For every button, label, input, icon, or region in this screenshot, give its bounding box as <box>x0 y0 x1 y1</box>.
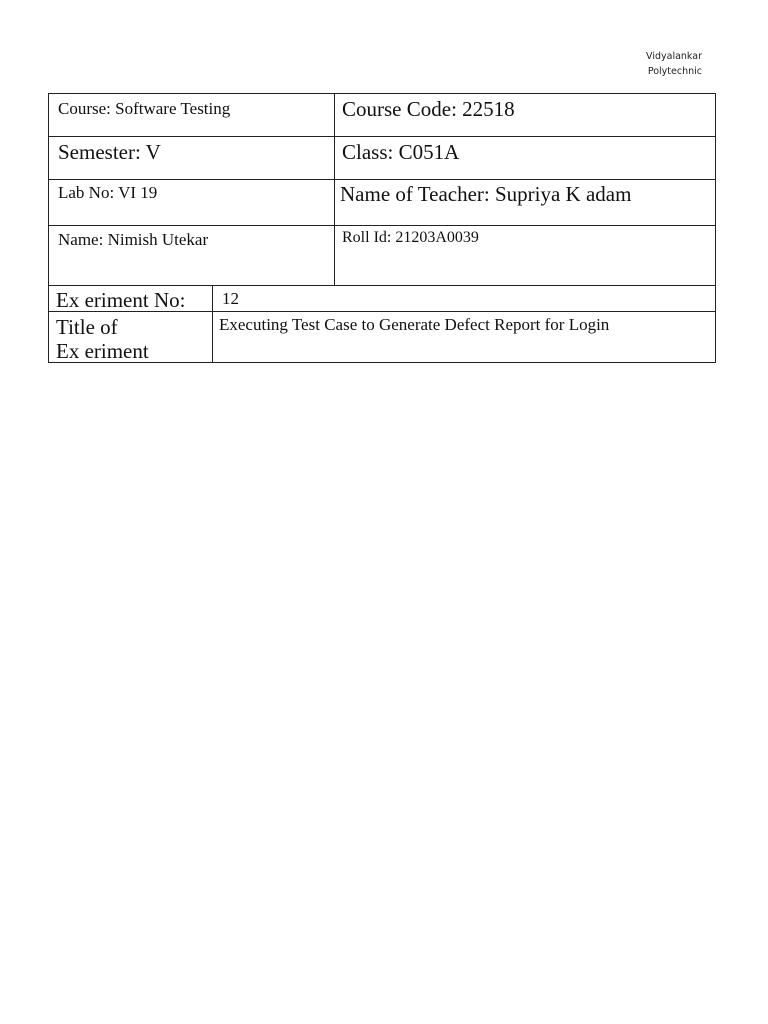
column-divider <box>334 94 335 285</box>
experiment-title-label-line2: Ex eriment <box>56 339 149 363</box>
experiment-number: 12 <box>222 289 239 308</box>
experiment-number-label: Ex eriment No: <box>56 288 186 312</box>
institution-name-line1: Vidyalankar <box>646 51 702 62</box>
lab-number: Lab No: VI 19 <box>58 183 158 202</box>
experiment-title-label-line1: Title of <box>56 315 118 339</box>
course-code: Course Code: 22518 <box>342 97 515 121</box>
institution-name-line2: Polytechnic <box>647 66 702 77</box>
experiment-table <box>48 285 716 363</box>
row-divider <box>49 179 715 180</box>
institution-header <box>646 49 702 79</box>
row-divider <box>49 225 715 226</box>
course-info-table <box>48 93 716 286</box>
teacher-name: Name of Teacher: Supriya K adam <box>340 182 632 206</box>
column-divider <box>212 286 213 362</box>
roll-id: Roll Id: 21203A0039 <box>342 229 479 246</box>
experiment-title: Executing Test Case to Generate Defect Report for Login <box>219 315 610 334</box>
class: Class: C051A <box>342 140 460 164</box>
semester: Semester: V <box>58 140 161 164</box>
row-divider <box>49 136 715 137</box>
student-name: Name: Nimish Utekar <box>58 230 209 249</box>
course-name: Course: Software Testing <box>58 99 231 118</box>
